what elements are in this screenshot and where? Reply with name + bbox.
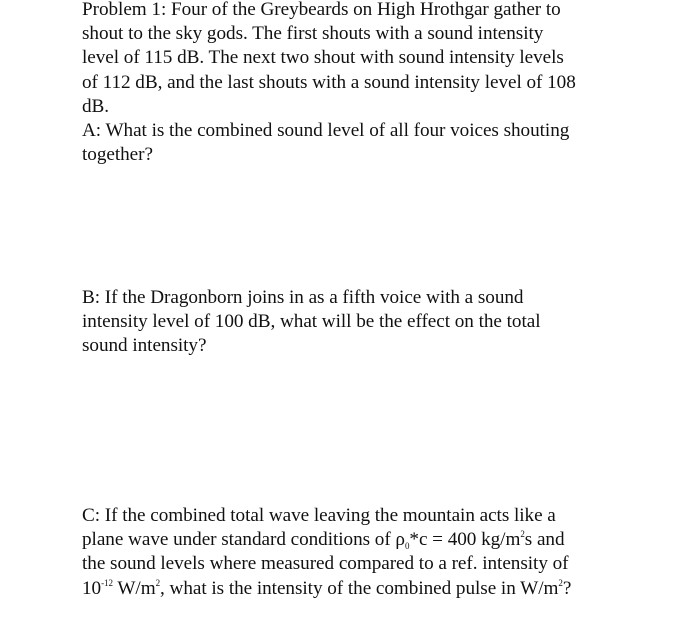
part-c-question-line: the sound levels where measured compared to a ref. intensity of bbox=[82, 553, 569, 575]
part-c-question bbox=[82, 504, 627, 601]
superscript: 2 bbox=[558, 577, 563, 588]
part-c-text: ? bbox=[562, 577, 572, 599]
part-c-question-line bbox=[82, 577, 627, 601]
problem-line: of 112 dB, and the last shouts with a sound intensity level of 108 bbox=[82, 71, 576, 93]
part-c-text: *c = 400 kg/m bbox=[409, 529, 521, 551]
part-c-question-line: C: If the combined total wave leaving the mountain acts like a bbox=[82, 505, 556, 526]
subscript: 0 bbox=[404, 541, 410, 552]
part-c-text: , what is the intensity of the combined pulse in W/m bbox=[160, 577, 559, 599]
problem-line: level of 115 dB. The next two shout with sound intensity levels bbox=[82, 47, 564, 69]
problem-line: shout to the sky gods. The first shouts with a sound intensity bbox=[82, 23, 544, 45]
part-c-text: plane wave under standard conditions of ρ bbox=[82, 529, 405, 551]
part-b-question bbox=[82, 286, 627, 359]
part-c-text: 10 bbox=[82, 577, 102, 599]
problem-line: Problem 1: Four of the Greybeards on High Hrothgar gather to bbox=[82, 0, 561, 20]
superscript: -12 bbox=[101, 577, 113, 588]
superscript: 2 bbox=[520, 529, 525, 540]
part-a-question-line: together? bbox=[82, 144, 153, 166]
superscript: 2 bbox=[155, 577, 161, 588]
part-c-text: s and bbox=[524, 529, 565, 551]
part-c-text: W/m bbox=[112, 577, 156, 599]
part-c-question-line bbox=[82, 528, 627, 552]
part-b-question-line: B: If the Dragonborn joins in as a fifth voice with a sound bbox=[82, 287, 524, 308]
part-a-question-line: A: What is the combined sound level of all four voices shouting bbox=[82, 120, 570, 142]
part-b-question-line: sound intensity? bbox=[82, 335, 207, 357]
problem-line: dB. bbox=[82, 95, 110, 117]
part-b-question-line: intensity level of 100 dB, what will be the effect on the total bbox=[82, 311, 541, 333]
problem-statement bbox=[82, 0, 627, 167]
